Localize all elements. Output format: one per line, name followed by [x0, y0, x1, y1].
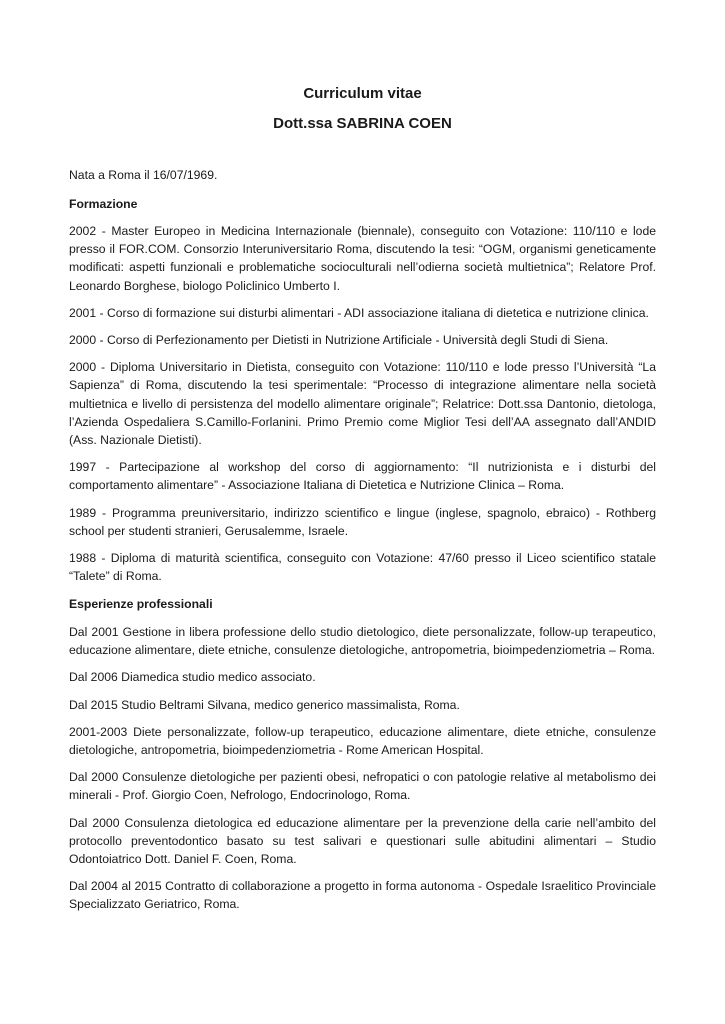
esperienza-item: 2001-2003 Diete personalizzate, follow-up terapeutico, educazione alimentare, diete etniche, consulenze dietologiche, antropometria, bioimpedenziometria - Rome American Hospital. [69, 724, 656, 757]
esperienza-item: Dal 2006 Diamedica studio medico associato. [69, 670, 316, 685]
formazione-item: 2000 - Corso di Perfezionamento per Dietisti in Nutrizione Artificiale - Università degli Studi di Siena. [69, 333, 609, 348]
formazione-item: 2001 - Corso di formazione sui disturbi alimentari - ADI associazione italiana di dietetica e nutrizione clinica. [69, 305, 649, 320]
esperienze-list [69, 623, 656, 914]
formazione-item: 2002 - Master Europeo in Medicina Internazionale (biennale), conseguito con Votazione: 110/110 e lode presso il FOR.COM. Consorzio Interuniversitario Roma, discutendo la tesi: “OGM, organismi geneticamente modificati: aspetti funzionali e problematiche socioculturali nell’odierna società multietnica”; Relatore Prof. Leonardo Borghese, biologo Policlinico Umberto I. [69, 224, 656, 293]
formazione-item: 1989 - Programma preuniversitario, indirizzo scientifico e lingue (inglese, spagnolo, ebraico) - Rothberg school per studenti stranieri, Gerusalemme, Israele. [69, 505, 656, 538]
formazione-item: 1997 - Partecipazione al workshop del corso di aggiornamento: “Il nutrizionista e i disturbi del comportamento alimentare” - Associazione Italiana di Dietetica e Nutrizione Clinica – Roma. [69, 460, 656, 493]
esperienza-item: Dal 2004 al 2015 Contratto di collaborazione a progetto in forma autonoma - Ospedale Israelitico Provinciale Specializzato Geriatrico, Roma. [69, 879, 656, 912]
esperienza-item: Dal 2015 Studio Beltrami Silvana, medico generico massimalista, Roma. [69, 697, 460, 712]
person-name: Dott.ssa SABRINA COEN [273, 115, 452, 132]
section-heading-formazione: Formazione [69, 196, 138, 211]
formazione-item: 2000 - Diploma Universitario in Dietista, conseguito con Votazione: 110/110 e lode presso l’Università “La Sapienza” di Roma, discutendo la tesi sperimentale: “Processo di integrazione alimentare nella società multietnica e livello di persistenza del modello alimentare originale”; Relatrice: Dott.ssa Dantonio, dietologa, l’Azienda Ospedaliera S.Camillo-Forlanini. Primo Premio come Miglior Tesi dell’AA assegnato dall’ANDID (Ass. Nazionale Dietisti). [69, 360, 656, 448]
section-heading-esperienze: Esperienze professionali [69, 597, 213, 612]
document-page [69, 84, 656, 914]
formazione-item: 1988 - Diploma di maturità scientifica, conseguito con Votazione: 47/60 presso il Liceo scientifico statale “Talete” di Roma. [69, 551, 656, 584]
esperienza-item: Dal 2001 Gestione in libera professione dello studio dietologico, diete personalizzate, follow-up terapeutico, educazione alimentare, diete etniche, consulenze dietologiche, antropometria, bioimpedenziometria – Roma. [69, 624, 656, 658]
esperienza-item: Dal 2000 Consulenze dietologiche per pazienti obesi, nefropatici o con patologie relative al metabolismo dei minerali - Prof. Giorgio Coen, Nefrologo, Endocrinologo, Roma. [69, 770, 656, 803]
esperienza-item: Dal 2000 Consulenza dietologica ed educazione alimentare per la prevenzione della carie nell’ambito del protocollo preventodontico basato su test salivari e questionari sulle abitudini alimentari – Studio Odontoiatrico Dott. Daniel F. Coen, Roma. [69, 815, 656, 866]
birth-info: Nata a Roma il 16/07/1969. [69, 168, 218, 182]
document-title: Curriculum vitae [303, 85, 422, 102]
formazione-list [69, 222, 656, 585]
